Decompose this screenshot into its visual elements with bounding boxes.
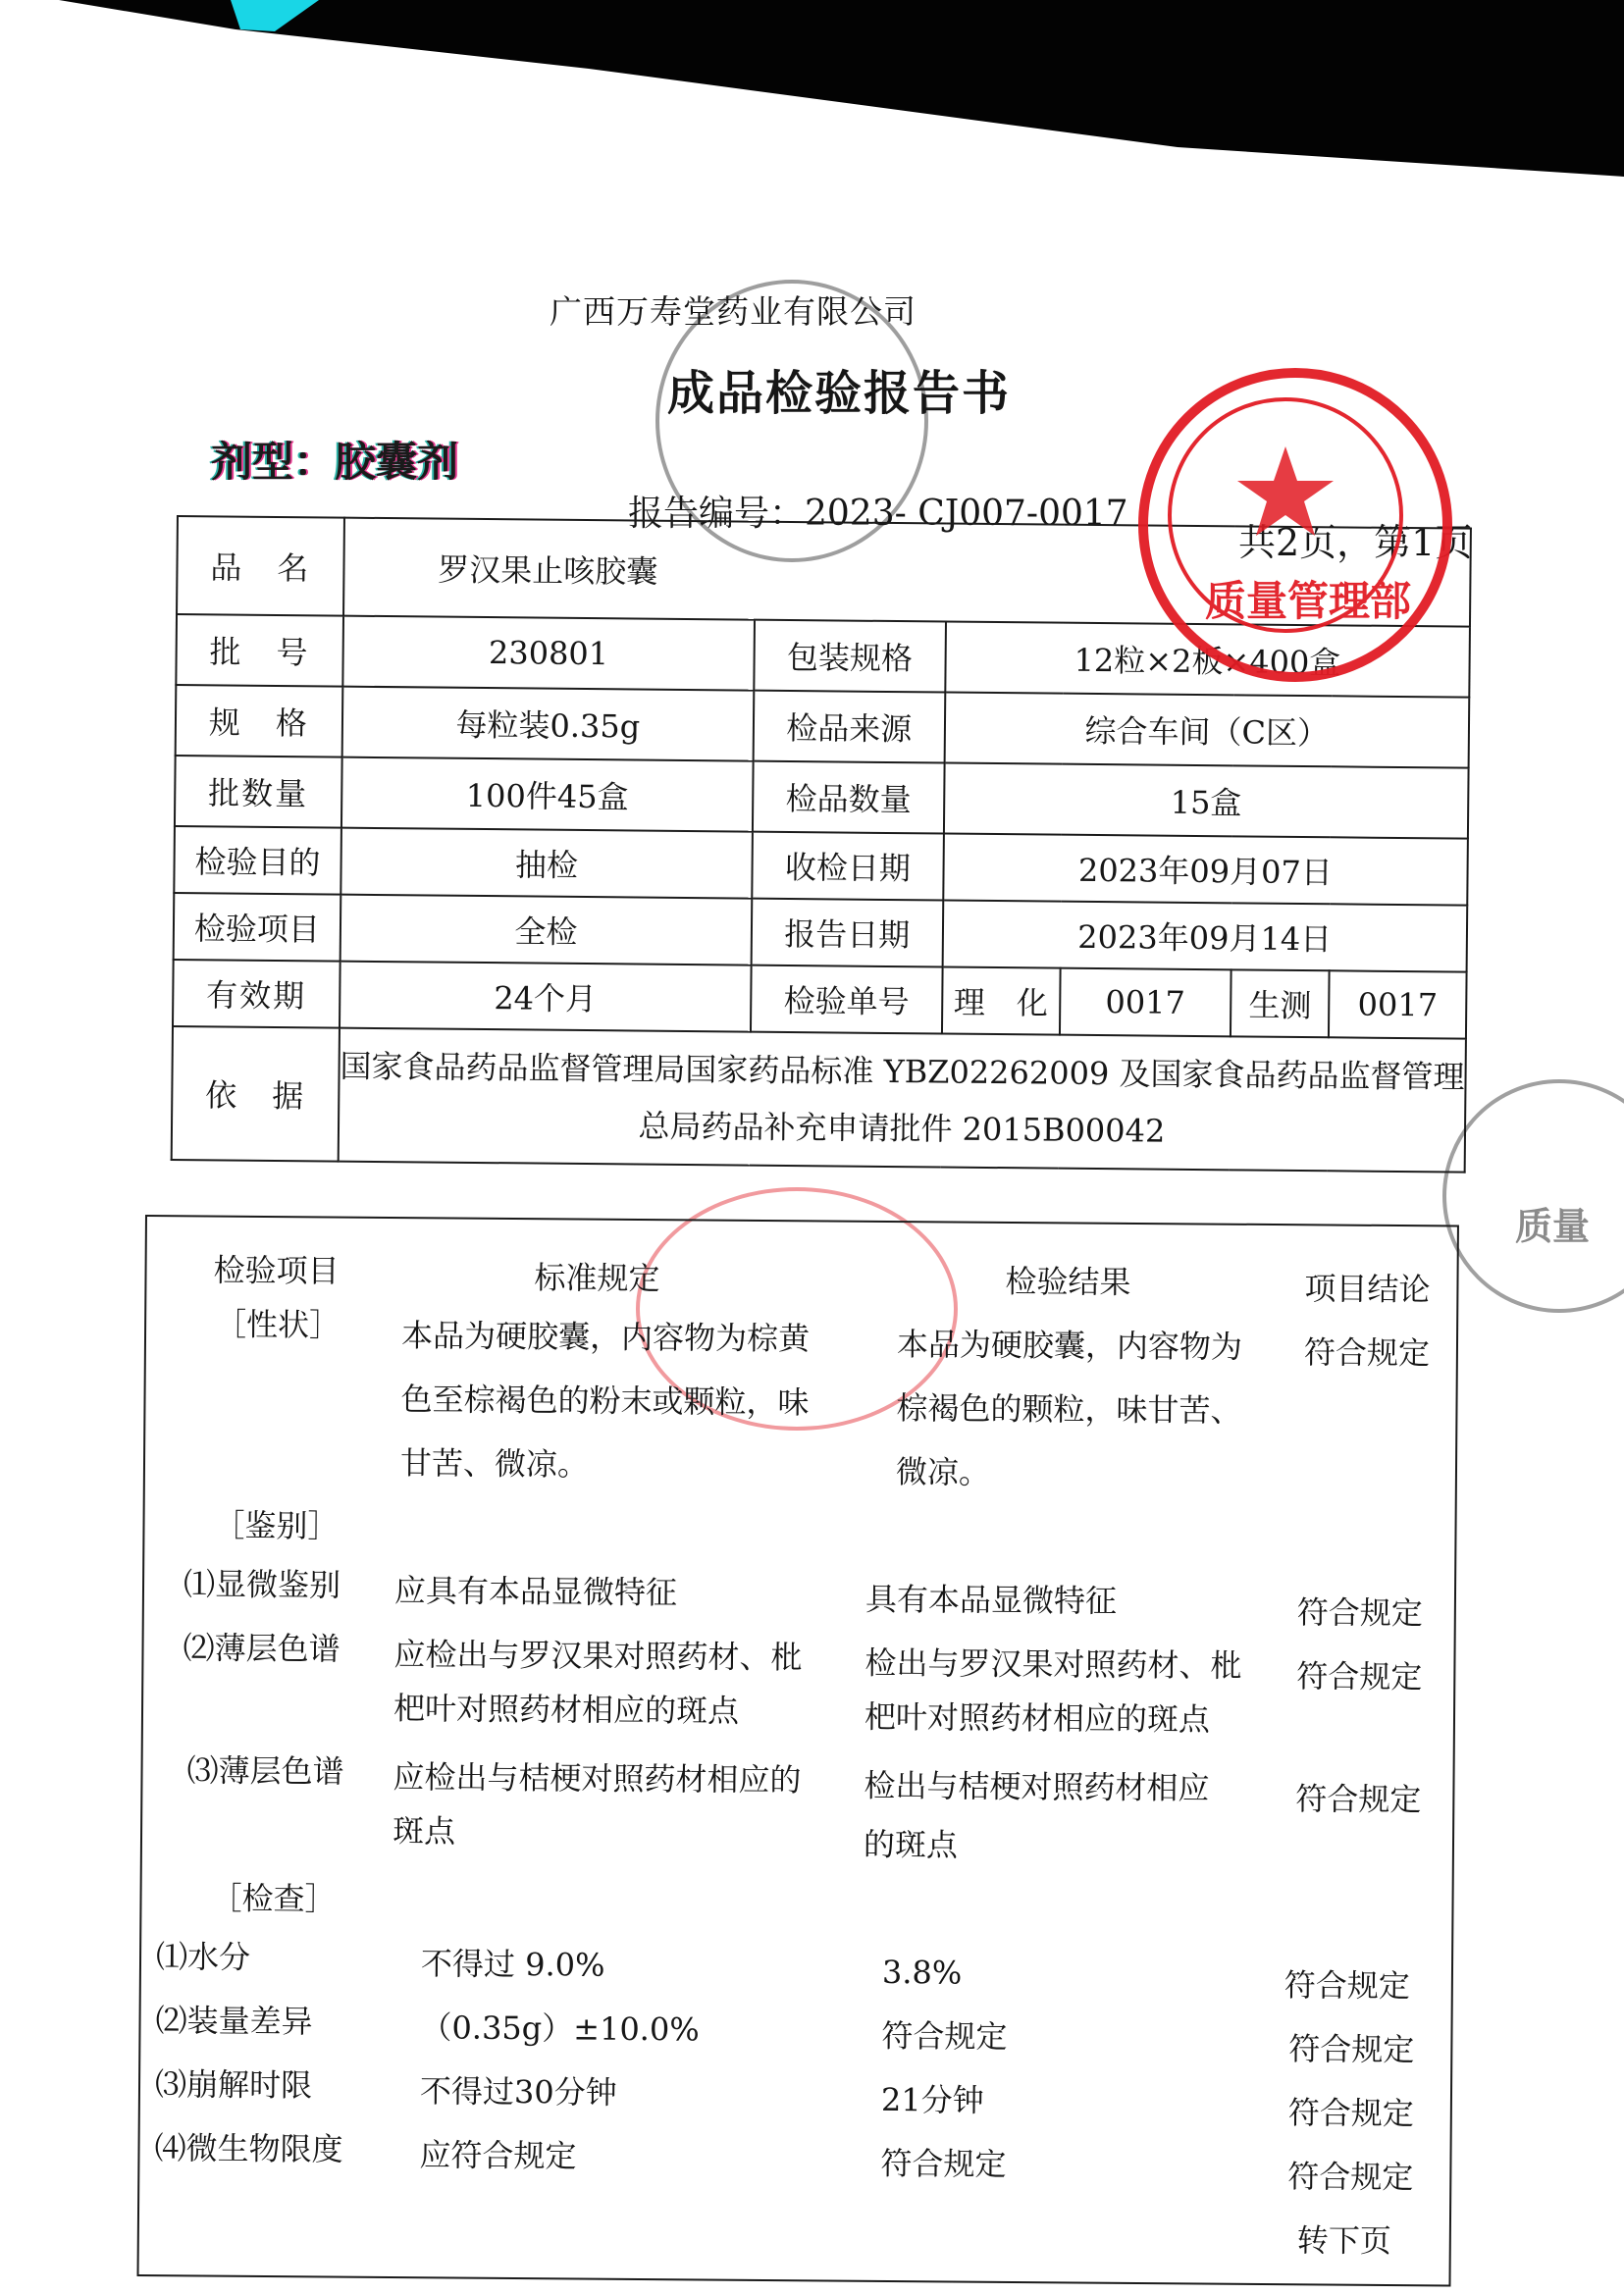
receive-date-value: 2023年09月07日 bbox=[943, 834, 1468, 906]
spec-value: 每粒装0.35g bbox=[341, 687, 754, 761]
seal-dept-text: 质量管理部 bbox=[1205, 577, 1412, 625]
source-value: 综合车间（C区） bbox=[944, 693, 1469, 768]
document-title: 成品检验报告书 bbox=[667, 366, 1012, 421]
id3-res-2: 的斑点 bbox=[863, 1825, 959, 1864]
id2-std-2: 杷叶对照药材相应的斑点 bbox=[393, 1690, 740, 1730]
c2-res: 符合规定 bbox=[881, 2016, 1008, 2056]
table-row bbox=[175, 756, 1469, 839]
purpose-value: 抽检 bbox=[341, 828, 753, 899]
c3-label: ⑶崩解时限 bbox=[154, 2065, 313, 2105]
appearance-std-3: 甘苦、微凉。 bbox=[399, 1444, 590, 1484]
id3-std-1: 应检出与桔梗对照药材相应的 bbox=[393, 1758, 802, 1799]
batch-label: 批 号 bbox=[176, 614, 342, 687]
c4-std: 应符合规定 bbox=[419, 2136, 577, 2175]
appearance-res-1: 本品为硬胶囊，内容物为 bbox=[896, 1326, 1243, 1366]
sample-qty-value: 15盒 bbox=[944, 763, 1469, 839]
appearance-label: ［性状］ bbox=[214, 1305, 341, 1344]
c4-res: 符合规定 bbox=[880, 2144, 1007, 2183]
receive-date-label: 收检日期 bbox=[752, 832, 943, 901]
phys-chem-no: 0017 bbox=[1059, 968, 1231, 1037]
table-row bbox=[173, 960, 1467, 1039]
id3-conclusion: 符合规定 bbox=[1295, 1780, 1422, 1819]
id1-std: 应具有本品显微特征 bbox=[393, 1572, 678, 1612]
page-count: 共2页，第1页 bbox=[1238, 521, 1473, 564]
packaging-label: 包装规格 bbox=[754, 620, 945, 693]
col-header-conclusion: 项目结论 bbox=[1304, 1270, 1431, 1309]
basis-text bbox=[338, 1028, 1466, 1173]
report-number: 报告编号：2023- CJ007-0017 bbox=[628, 494, 1128, 534]
gray-seal bbox=[1442, 1079, 1624, 1313]
bio-label: 生测 bbox=[1231, 969, 1329, 1037]
c1-res: 3.8% bbox=[881, 1953, 963, 1992]
id2-std-1: 应检出与罗汉果对照药材、枇 bbox=[393, 1636, 803, 1677]
appearance-res-2: 棕褐色的颗粒，味甘苦、 bbox=[896, 1389, 1242, 1430]
col-header-standard: 标准规定 bbox=[534, 1259, 660, 1298]
c4-conclusion: 符合规定 bbox=[1287, 2158, 1414, 2197]
identification-label: ［鉴别］ bbox=[213, 1506, 340, 1545]
id3-res-1: 检出与桔梗对照药材相应 bbox=[864, 1766, 1210, 1807]
appearance-conclusion: 符合规定 bbox=[1303, 1333, 1431, 1373]
c4-label: ⑷微生物限度 bbox=[154, 2129, 343, 2168]
basis-line-2: 总局药品补充申请批件 2015B00042 bbox=[638, 1107, 1166, 1150]
c1-conclusion: 符合规定 bbox=[1283, 1966, 1411, 2006]
appearance-res-3: 微凉。 bbox=[895, 1453, 991, 1491]
id1-label: ⑴显微鉴别 bbox=[183, 1565, 341, 1604]
id2-res-2: 杷叶对照药材相应的斑点 bbox=[864, 1697, 1211, 1739]
id2-res-1: 检出与罗汉果对照药材、枇 bbox=[864, 1643, 1242, 1685]
c3-conclusion: 符合规定 bbox=[1287, 2094, 1415, 2133]
spec-label: 规 格 bbox=[176, 685, 342, 757]
bio-no: 0017 bbox=[1329, 970, 1467, 1038]
table-row bbox=[172, 1026, 1466, 1173]
order-no-label: 检验单号 bbox=[751, 965, 942, 1034]
c1-std: 不得过 9.0% bbox=[420, 1945, 605, 1984]
c2-conclusion: 符合规定 bbox=[1288, 2030, 1415, 2069]
id2-label: ⑵薄层色谱 bbox=[183, 1629, 341, 1668]
batch-value: 230801 bbox=[342, 616, 755, 691]
col-header-item: 检验项目 bbox=[213, 1251, 340, 1290]
validity-label: 有效期 bbox=[173, 960, 340, 1028]
source-label: 检品来源 bbox=[754, 691, 945, 763]
id2-conclusion: 符合规定 bbox=[1296, 1657, 1423, 1696]
continue-next-page: 转下页 bbox=[1296, 2221, 1391, 2261]
phys-chem-label: 理 化 bbox=[942, 967, 1061, 1035]
c3-std: 不得过30分钟 bbox=[419, 2072, 617, 2112]
packaging-value: 12粒×2板×400盒 bbox=[945, 622, 1470, 698]
table-row bbox=[174, 826, 1468, 906]
quality-dept-seal bbox=[1138, 368, 1452, 682]
results-section bbox=[137, 1215, 1459, 2286]
appearance-std-1: 本品为硬胶囊，内容物为棕黄 bbox=[400, 1317, 811, 1358]
product-name-label: 品 名 bbox=[177, 516, 344, 616]
product-name: 罗汉果止咳胶囊 bbox=[343, 518, 1471, 627]
company-name: 广西万寿堂药业有限公司 bbox=[550, 292, 917, 331]
check-label: ［检查］ bbox=[210, 1879, 337, 1918]
c2-label: ⑵装量差异 bbox=[155, 2002, 313, 2041]
table-row bbox=[176, 685, 1470, 768]
c2-std: （0.35g）±10.0% bbox=[420, 2008, 700, 2049]
scan-border bbox=[0, 0, 1624, 206]
id1-conclusion: 符合规定 bbox=[1296, 1593, 1424, 1633]
gray-seal-text: 质量 bbox=[1515, 1204, 1591, 1248]
report-date-label: 报告日期 bbox=[752, 899, 943, 967]
id1-res: 具有本品显微特征 bbox=[864, 1580, 1118, 1620]
appearance-std-2: 色至棕褐色的粉末或颗粒，味 bbox=[400, 1381, 810, 1422]
c1-label: ⑴水分 bbox=[155, 1938, 251, 1976]
sample-qty-label: 检品数量 bbox=[753, 761, 944, 834]
basis-line-1: 国家食品药品监督管理局国家药品标准 YBZ02262009 及国家食品药品监督管理 bbox=[340, 1047, 1465, 1096]
basis-label: 依 据 bbox=[172, 1026, 340, 1162]
batch-qty-label: 批数量 bbox=[175, 756, 341, 828]
c3-res: 21分钟 bbox=[880, 2080, 984, 2119]
dosage-form: 剂型：胶囊剂 bbox=[211, 438, 459, 486]
batch-qty-value: 100件45盒 bbox=[341, 757, 754, 832]
col-header-result: 检验结果 bbox=[1005, 1262, 1131, 1301]
purpose-label: 检验目的 bbox=[174, 826, 341, 895]
id3-label: ⑶薄层色谱 bbox=[186, 1751, 344, 1791]
id3-std-2: 斑点 bbox=[392, 1811, 456, 1851]
items-value: 全检 bbox=[340, 895, 752, 965]
table-row bbox=[174, 893, 1468, 972]
validity-value: 24个月 bbox=[340, 962, 752, 1032]
items-label: 检验项目 bbox=[174, 893, 341, 962]
report-date-value: 2023年09月14日 bbox=[942, 901, 1467, 972]
